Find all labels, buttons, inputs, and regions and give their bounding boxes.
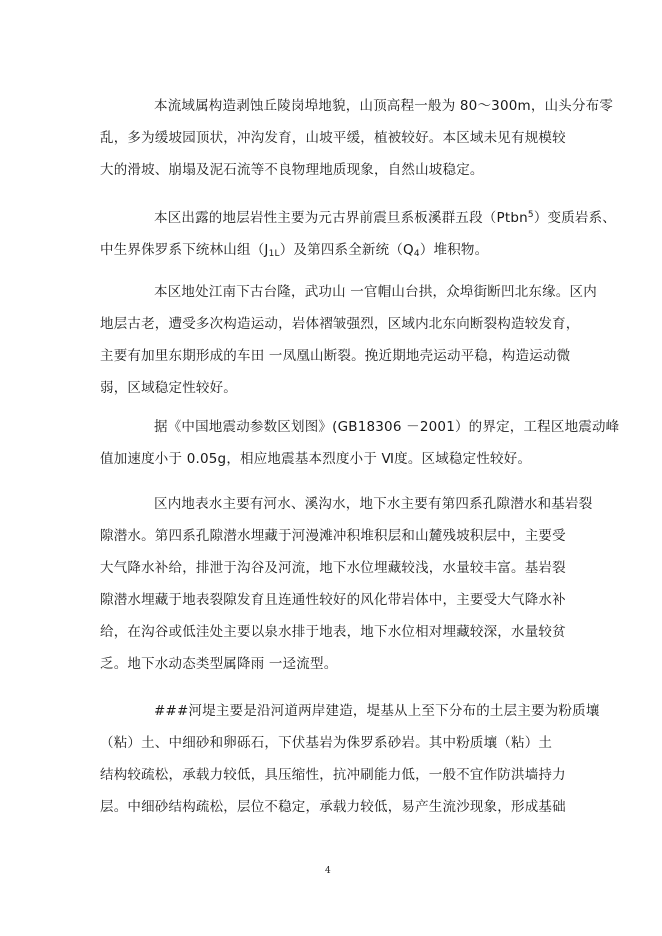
strata-symbol-j-subscript: 1L xyxy=(268,249,280,259)
text-line: 区内地表水主要有河水、溪沟水，地下水主要有第四系孔隙潜水和基岩裂 xyxy=(154,496,593,512)
text-line: 结构较疏松，承载力较低，具压缩性，抗冲刷能力低，一般不宜作防洪墙持力 xyxy=(100,767,566,783)
text-line: 隙潜水。第四系孔隙潜水埋藏于河漫滩冲积堆积层和山麓残坡积层中，主要受 xyxy=(100,528,566,544)
text-line: 乏。地下水动态类型属降雨 一迳流型。 xyxy=(100,656,338,672)
paragraph-seismic xyxy=(100,411,620,475)
text-line xyxy=(100,234,560,270)
page-number: 4 xyxy=(325,866,331,876)
strata-code-superscript: 5 xyxy=(527,210,534,220)
text-run: ）变质岩系、 xyxy=(533,210,617,226)
text-run: 中生界侏罗系下统林山组（ xyxy=(100,242,265,258)
text-run: ）及第四系全新统（ xyxy=(279,242,404,258)
text-line: 层。中细砂结构疏松，层位不稳定，承载力较低，易产生流沙现象，形成基础 xyxy=(100,799,566,815)
text-line: 隙潜水埋藏于地表裂隙发育且连通性较好的风化带岩体中，主要受大气降水补 xyxy=(100,592,566,608)
strata-symbol-q-subscript: 4 xyxy=(413,249,420,259)
text-line: 主要有加里东期形成的车田 一凤凰山断裂。挽近期地壳运动平稳，构造运动微 xyxy=(100,348,571,364)
paragraph-strata xyxy=(100,199,617,270)
strata-code: Ptbn xyxy=(496,210,528,226)
text-line: 地层古老，遭受多次构造运动，岩体褶皱强烈，区域内北东向断裂构造较发育， xyxy=(100,316,580,332)
text-line xyxy=(100,199,617,234)
text-run: ）堆积物。 xyxy=(419,242,489,258)
strata-symbol-j: J xyxy=(264,242,269,258)
paragraph-hydrology xyxy=(100,488,593,680)
text-line: 乱，多为缓坡园顶状，冲沟发育，山坡平缓，植被较好。本区域未见有规模较 xyxy=(100,130,566,146)
strata-symbol-q: Q xyxy=(403,242,414,258)
text-line: 据《中国地震动参数区划图》(GB18306 －2001）的界定，工程区地震动峰 xyxy=(154,419,620,435)
text-line: 给，在沟谷或低洼处主要以泉水排于地表，地下水位相对埋藏较深，水量较贫 xyxy=(100,624,566,640)
text-line: 弱，区域稳定性较好。 xyxy=(100,380,237,396)
text-line: 本流域属构造剥蚀丘陵岗埠地貌，山顶高程一般为 80～300m，山头分布零 xyxy=(154,98,614,114)
text-line: 大的滑坡、崩塌及泥石流等不良物理地质现象，自然山坡稳定。 xyxy=(100,162,484,178)
text-run: 本区出露的地层岩性主要为元古界前震旦系板溪群五段（ xyxy=(154,210,497,226)
text-line: 大气降水补给，排泄于沟谷及河流，地下水位埋藏较浅，水量较丰富。基岩裂 xyxy=(100,560,566,576)
text-line: 本区地处江南下古台隆，武功山 一官帽山台拱，众埠街断凹北东缘。区内 xyxy=(154,284,597,300)
paragraph-landform xyxy=(100,90,614,186)
text-line: （粘）土、中细砂和卵砾石，下伏基岩为侏罗系砂岩。其中粉质壤（粘）土 xyxy=(100,735,553,751)
text-line: 值加速度小于 0.05g，相应地震基本烈度小于 Ⅵ度。区域稳定性较好。 xyxy=(100,451,532,467)
text-line: ###河堤主要是沿河道两岸建造，堤基从上至下分布的土层主要为粉质壤 xyxy=(154,703,600,719)
paragraph-dike xyxy=(100,695,600,823)
paragraph-tectonics xyxy=(100,276,597,404)
